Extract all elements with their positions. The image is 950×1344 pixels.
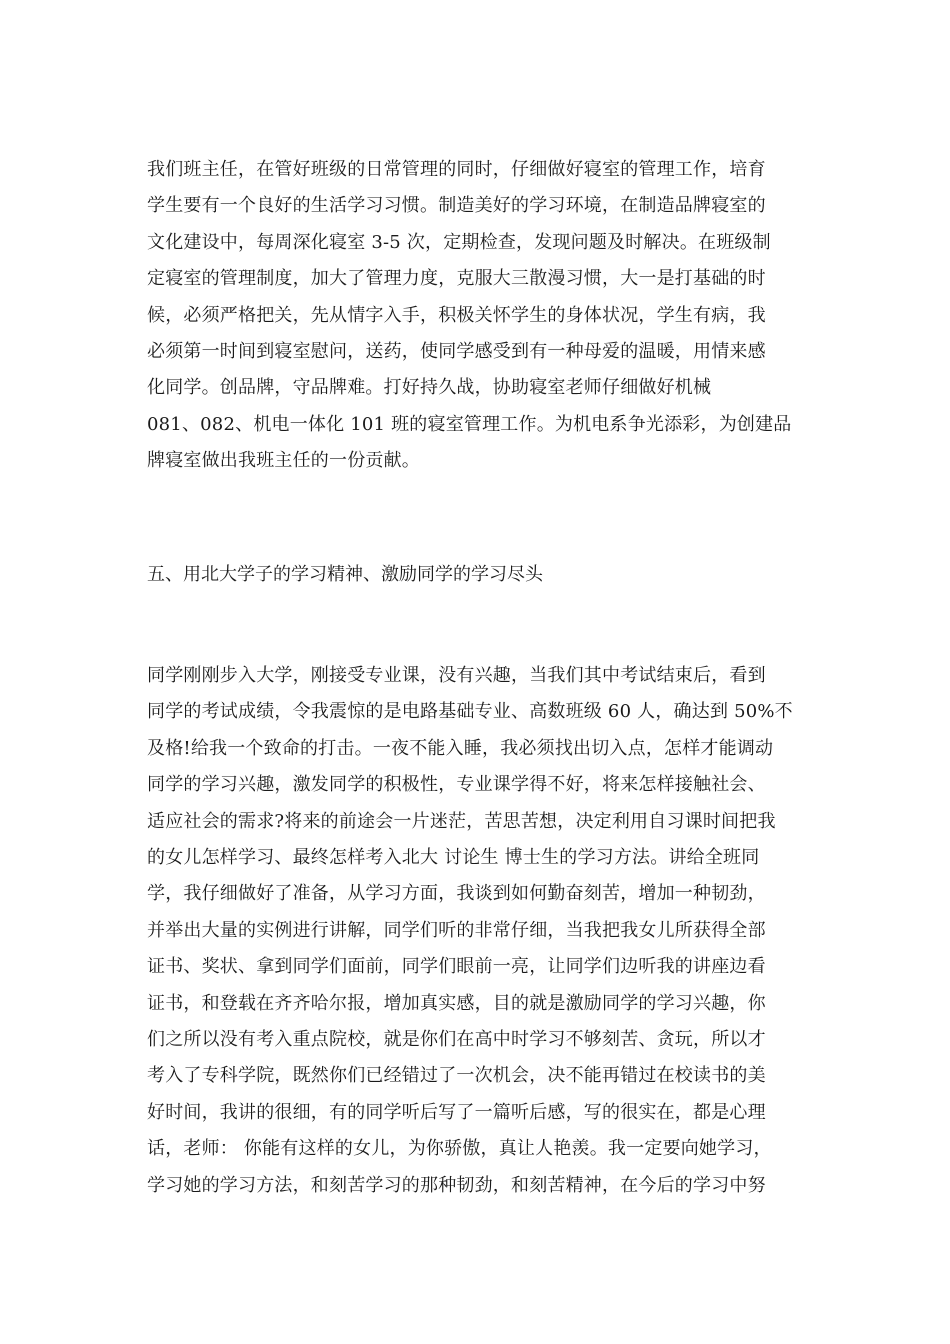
text-line: 定寝室的管理制度，加大了管理力度，克服大三散漫习惯，大一是打基础的时 (147, 268, 766, 290)
text-line: 我们班主任，在管好班级的日常管理的同时，仔细做好寝室的管理工作，培育 (147, 159, 766, 180)
text-line: 证书，和登载在齐齐哈尔报，增加真实感，目的就是激励同学的学习兴趣，你 (147, 992, 766, 1014)
section-heading: 五、用北大学子的学习精神、激励同学的学习尽头 (147, 564, 543, 585)
paragraph-dormitory-management (147, 152, 807, 480)
text-line: 适应社会的需求?将来的前途会一片迷茫，苦思苦想，决定利用自习课时间把我 (147, 810, 776, 832)
text-line: 考入了专科学院，既然你们已经错过了一次机会，决不能再错过在校读书的美 (147, 1065, 766, 1087)
text-line: 文化建设中，每周深化寝室 3-5 次，定期检查，发现问题及时解决。在班级制 (147, 231, 771, 253)
text-line: 并举出大量的实例进行讲解，同学们听的非常仔细，当我把我女儿所获得全部 (147, 919, 766, 941)
paragraph-study-motivation (147, 658, 807, 1204)
text-line: 081、082、机电一体化 101 班的寝室管理工作。为机电系争光添彩，为创建品 (147, 413, 792, 435)
text-line: 同学刚刚步入大学，刚接受专业课，没有兴趣，当我们其中考试结束后，看到 (147, 665, 766, 686)
text-line: 牌寝室做出我班主任的一份贡献。 (147, 450, 420, 472)
text-line: 学，我仔细做好了准备，从学习方面，我谈到如何勤奋刻苦，增加一种韧劲， (147, 883, 766, 905)
text-line: 们之所以没有考入重点院校，就是你们在高中时学习不够刻苦、贪玩，所以才 (147, 1029, 766, 1051)
text-line: 学生要有一个良好的生活学习习惯。制造美好的学习环境，在制造品牌寝室的 (147, 195, 766, 217)
text-line: 的女儿怎样学习、最终怎样考入北大 讨论生 博士生的学习方法。讲给全班同 (147, 847, 760, 869)
text-line: 同学的学习兴趣，激发同学的积极性，专业课学得不好，将来怎样接触社会、 (147, 774, 766, 796)
text-line: 必须第一时间到寝室慰问，送药，使同学感受到有一种母爱的温暖，用情来感 (147, 341, 766, 363)
text-line: 好时间，我讲的很细，有的同学听后写了一篇听后感，写的很实在，都是心理 (147, 1101, 766, 1123)
text-line: 证书、奖状、拿到同学们面前，同学们眼前一亮，让同学们边听我的讲座边看 (147, 956, 766, 978)
text-line: 化同学。创品牌，守品牌难。打好持久战，协助寝室老师仔细做好机械 (147, 377, 712, 399)
text-line: 候，必须严格把关，先从情字入手，积极关怀学生的身体状况，学生有病，我 (147, 304, 766, 326)
text-line: 学习她的学习方法，和刻苦学习的那种韧劲，和刻苦精神，在今后的学习中努 (147, 1174, 766, 1196)
text-line: 话，老师： 你能有这样的女儿，为你骄傲，真让人艳羡。我一定要向她学习， (147, 1138, 772, 1160)
text-line: 同学的考试成绩，令我震惊的是电路基础专业、高数班级 60 人，确达到 50%不 (147, 701, 793, 723)
text-line: 及格!给我一个致命的打击。一夜不能入睡，我必须找出切入点，怎样才能调动 (147, 737, 774, 759)
